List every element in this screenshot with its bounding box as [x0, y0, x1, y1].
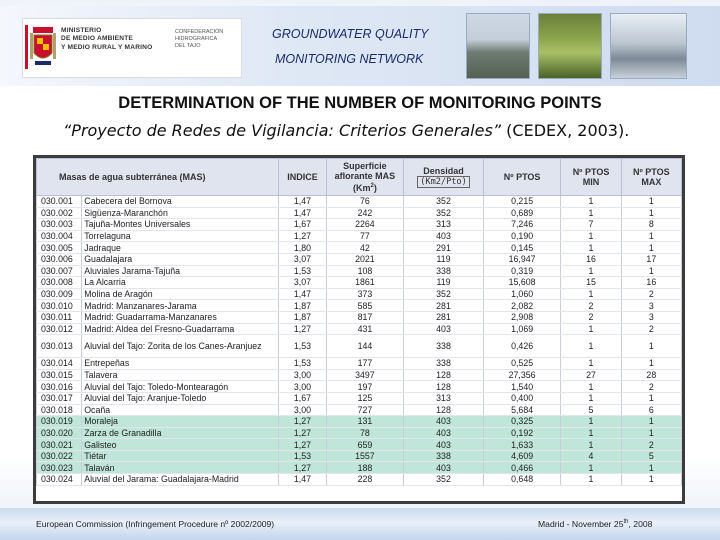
table-row — [37, 230, 682, 242]
densidad-line-1: Densidad — [423, 166, 464, 176]
row-name: Aluvial del Jarama: Guadalajara-Madrid — [82, 474, 279, 486]
row-name: Madrid: Guadarrama-Manzanares — [82, 311, 279, 323]
row-code: 030.022 — [37, 450, 82, 462]
row-name: Sigüenza-Maranchón — [82, 207, 279, 219]
sub-heading-quote: “Proyecto de Redes de Vigilancia: Criterios Generales” — [63, 121, 502, 140]
flag-strip — [25, 25, 28, 69]
row-indice: 1,27 — [279, 323, 326, 335]
row-n-ptos: 1,633 — [483, 439, 561, 451]
row-ptos-min: 7 — [561, 219, 621, 231]
row-code: 030.002 — [37, 207, 82, 219]
row-ptos-min: 1 — [561, 381, 621, 393]
table-row — [37, 381, 682, 393]
row-densidad: 128 — [404, 369, 484, 381]
row-code: 030.001 — [37, 196, 82, 208]
row-code: 030.023 — [37, 462, 82, 474]
col-header-n-ptos: Nº PTOS — [483, 159, 561, 196]
ministry-name — [61, 27, 152, 52]
row-superficie: 817 — [326, 311, 404, 323]
row-ptos-min: 1 — [561, 474, 621, 486]
row-densidad: 119 — [404, 253, 484, 265]
row-superficie: 2021 — [326, 253, 404, 265]
footer-date-ordinal: th — [623, 519, 629, 526]
row-superficie: 125 — [326, 392, 404, 404]
row-ptos-min: 2 — [561, 311, 621, 323]
row-indice: 3,00 — [279, 381, 326, 393]
row-ptos-min: 1 — [561, 265, 621, 277]
table-row — [37, 427, 682, 439]
row-name: Zarza de Granadilla — [82, 427, 279, 439]
row-n-ptos: 2,908 — [483, 311, 561, 323]
row-code: 030.017 — [37, 392, 82, 404]
table-row — [37, 311, 682, 323]
row-n-ptos: 5,684 — [483, 404, 561, 416]
row-superficie: 197 — [326, 381, 404, 393]
row-indice: 1,80 — [279, 242, 326, 254]
row-indice: 1,53 — [279, 335, 326, 358]
row-code: 030.012 — [37, 323, 82, 335]
row-indice: 1,53 — [279, 450, 326, 462]
sub-heading — [63, 121, 629, 140]
table-row — [37, 416, 682, 428]
row-name: Talaván — [82, 462, 279, 474]
ptos-min-line-2: MIN — [582, 177, 600, 187]
ptos-max-line-1: Nº PTOS — [633, 167, 670, 177]
row-ptos-min: 1 — [561, 427, 621, 439]
row-ptos-max: 28 — [621, 369, 681, 381]
row-n-ptos: 27,356 — [483, 369, 561, 381]
row-n-ptos: 0,215 — [483, 196, 561, 208]
row-indice: 1,27 — [279, 427, 326, 439]
table-row — [37, 462, 682, 474]
row-densidad: 352 — [404, 207, 484, 219]
row-name: Jadraque — [82, 242, 279, 254]
row-superficie: 3497 — [326, 369, 404, 381]
ministry-line-1: MINISTERIO — [61, 27, 102, 34]
row-name: Tiétar — [82, 450, 279, 462]
row-ptos-min: 1 — [561, 439, 621, 451]
row-ptos-min: 1 — [561, 358, 621, 370]
row-indice: 1,87 — [279, 311, 326, 323]
row-ptos-min: 1 — [561, 335, 621, 358]
table-row — [37, 253, 682, 265]
table-row — [37, 392, 682, 404]
row-superficie: 177 — [326, 358, 404, 370]
row-indice: 1,27 — [279, 416, 326, 428]
row-name: La Alcarria — [82, 277, 279, 289]
row-code: 030.021 — [37, 439, 82, 451]
row-n-ptos: 2,082 — [483, 300, 561, 312]
footer-date-suffix: , 2008 — [628, 519, 653, 529]
row-superficie: 228 — [326, 474, 404, 486]
row-code: 030.024 — [37, 474, 82, 486]
row-n-ptos: 4,609 — [483, 450, 561, 462]
row-code: 030.006 — [37, 253, 82, 265]
row-ptos-min: 16 — [561, 253, 621, 265]
row-ptos-max: 1 — [621, 392, 681, 404]
table-row — [37, 404, 682, 416]
row-densidad: 119 — [404, 277, 484, 289]
confederation-name — [175, 29, 223, 49]
superficie-line-2: aflorante MAS — [334, 171, 396, 181]
superficie-unit: (Km — [352, 183, 371, 193]
row-name: Cabecera del Bornova — [82, 196, 279, 208]
row-name: Tajuña-Montes Universales — [82, 219, 279, 231]
row-densidad: 352 — [404, 196, 484, 208]
row-n-ptos: 0,190 — [483, 230, 561, 242]
row-superficie: 373 — [326, 288, 404, 300]
row-code: 030.015 — [37, 369, 82, 381]
row-n-ptos: 0,648 — [483, 474, 561, 486]
ptos-min-line-1: Nº PTOS — [572, 167, 610, 177]
confederation-line-1: CONFEDERACIÓN — [175, 29, 224, 35]
row-name: Entrepeñas — [82, 358, 279, 370]
sub-heading-citation: (CEDEX, 2003). — [501, 121, 630, 140]
table-row — [37, 369, 682, 381]
row-n-ptos: 1,069 — [483, 323, 561, 335]
photo-facility — [466, 13, 530, 79]
ptos-max-line-2: MAX — [641, 177, 662, 187]
table-row — [37, 358, 682, 370]
row-n-ptos: 0,525 — [483, 358, 561, 370]
row-densidad: 403 — [404, 439, 484, 451]
row-ptos-max: 2 — [621, 288, 681, 300]
row-ptos-min: 2 — [561, 300, 621, 312]
row-indice: 1,27 — [279, 439, 326, 451]
row-ptos-max: 8 — [621, 219, 681, 231]
photo-laboratory — [610, 13, 687, 79]
row-densidad: 352 — [404, 474, 484, 486]
row-ptos-max: 1 — [621, 462, 681, 474]
row-indice: 1,87 — [279, 300, 326, 312]
row-ptos-max: 1 — [621, 358, 681, 370]
row-indice: 3,00 — [279, 369, 326, 381]
row-superficie: 585 — [326, 300, 404, 312]
row-densidad: 128 — [404, 381, 484, 393]
row-n-ptos: 0,319 — [483, 265, 561, 277]
row-ptos-min: 1 — [561, 462, 621, 474]
row-n-ptos: 0,192 — [483, 427, 561, 439]
row-code: 030.011 — [37, 311, 82, 323]
row-name: Aluviales Jarama-Tajuña — [82, 265, 279, 277]
confederation-line-2: HIDROGRÁFICA — [175, 35, 218, 42]
row-indice: 1,47 — [279, 196, 326, 208]
row-ptos-max: 1 — [621, 207, 681, 219]
row-n-ptos: 0,689 — [483, 207, 561, 219]
row-superficie: 242 — [326, 207, 404, 219]
row-superficie: 659 — [326, 439, 404, 451]
row-ptos-min: 1 — [561, 392, 621, 404]
row-name: Madrid: Manzanares-Jarama — [82, 300, 279, 312]
row-name: Madrid: Aldea del Fresno-Guadarrama — [82, 323, 279, 335]
densidad-line-2: (Km2/Pto) — [417, 176, 470, 188]
table-row — [37, 242, 682, 254]
row-indice: 1,67 — [279, 219, 326, 231]
row-superficie: 76 — [326, 196, 404, 208]
row-ptos-max: 1 — [621, 242, 681, 254]
row-code: 030.016 — [37, 381, 82, 393]
row-superficie: 2264 — [326, 219, 404, 231]
footer-left-text: European Commission (Infringement Procedure nº 2002/2009) — [36, 519, 275, 529]
row-indice: 1,53 — [279, 265, 326, 277]
monitoring-points-table-frame — [33, 155, 685, 504]
row-superficie: 144 — [326, 335, 404, 358]
row-ptos-max: 16 — [621, 277, 681, 289]
row-ptos-min: 1 — [561, 288, 621, 300]
row-n-ptos: 0,400 — [483, 392, 561, 404]
row-densidad: 338 — [404, 265, 484, 277]
row-ptos-min: 27 — [561, 369, 621, 381]
row-name: Aluvial del Tajo: Zorita de los Canes-Aranjuez — [82, 335, 279, 358]
superficie-unit-close: ) — [373, 183, 377, 193]
superficie-line-3 — [329, 181, 402, 193]
row-densidad: 403 — [404, 416, 484, 428]
row-densidad: 403 — [404, 427, 484, 439]
row-n-ptos: 0,325 — [483, 416, 561, 428]
row-indice: 1,53 — [279, 358, 326, 370]
row-name: Guadalajara — [82, 253, 279, 265]
row-n-ptos: 15,608 — [483, 277, 561, 289]
main-heading: DETERMINATION OF THE NUMBER OF MONITORING POINTS — [118, 94, 602, 112]
row-densidad: 281 — [404, 300, 484, 312]
row-ptos-min: 1 — [561, 230, 621, 242]
ministry-line-2: DE MEDIO AMBIENTE — [61, 35, 134, 43]
row-superficie: 108 — [326, 265, 404, 277]
row-superficie: 77 — [326, 230, 404, 242]
row-indice: 3,07 — [279, 277, 326, 289]
network-title-line-1: GROUNDWATER QUALITY — [272, 27, 429, 41]
table-row — [37, 265, 682, 277]
table-row — [37, 219, 682, 231]
row-name: Molina de Aragón — [82, 288, 279, 300]
table-row — [37, 439, 682, 451]
row-densidad: 338 — [404, 335, 484, 358]
row-indice: 1,27 — [279, 230, 326, 242]
row-ptos-max: 2 — [621, 323, 681, 335]
col-header-densidad — [404, 159, 484, 196]
row-name: Moraleja — [82, 416, 279, 428]
row-code: 030.019 — [37, 416, 82, 428]
table-row — [37, 300, 682, 312]
row-ptos-max: 3 — [621, 300, 681, 312]
row-code: 030.005 — [37, 242, 82, 254]
row-indice: 1,47 — [279, 207, 326, 219]
row-ptos-max: 1 — [621, 335, 681, 358]
row-ptos-max: 1 — [621, 474, 681, 486]
row-ptos-max: 1 — [621, 265, 681, 277]
superficie-line-1: Superficie — [343, 161, 387, 171]
col-header-superficie — [326, 159, 404, 196]
col-header-ptos-max — [621, 159, 681, 196]
network-title-line-2: MONITORING NETWORK — [275, 52, 424, 66]
row-superficie: 1861 — [326, 277, 404, 289]
ministry-line-3: Y MEDIO RURAL Y MARINO — [61, 43, 153, 51]
table-row — [37, 288, 682, 300]
row-ptos-max: 1 — [621, 230, 681, 242]
row-densidad: 403 — [404, 462, 484, 474]
row-indice: 1,47 — [279, 288, 326, 300]
row-superficie: 1557 — [326, 450, 404, 462]
row-ptos-min: 5 — [561, 404, 621, 416]
row-ptos-min: 1 — [561, 207, 621, 219]
row-densidad: 281 — [404, 311, 484, 323]
row-n-ptos: 0,426 — [483, 335, 561, 358]
row-ptos-min: 15 — [561, 277, 621, 289]
monitoring-points-table — [36, 158, 682, 486]
row-name: Torrelaguna — [82, 230, 279, 242]
coat-of-arms-icon — [29, 25, 57, 69]
row-superficie: 78 — [326, 427, 404, 439]
row-densidad: 352 — [404, 288, 484, 300]
row-indice: 1,67 — [279, 392, 326, 404]
row-n-ptos: 0,145 — [483, 242, 561, 254]
row-code: 030.014 — [37, 358, 82, 370]
row-name: Aluvial del Tajo: Aranjue-Toledo — [82, 392, 279, 404]
row-ptos-max: 3 — [621, 311, 681, 323]
row-ptos-max: 2 — [621, 381, 681, 393]
table-row — [37, 450, 682, 462]
row-densidad: 313 — [404, 219, 484, 231]
table-header-row — [37, 159, 682, 196]
col-header-ptos-min — [561, 159, 621, 196]
row-ptos-min: 1 — [561, 416, 621, 428]
row-indice: 3,00 — [279, 404, 326, 416]
row-ptos-max: 1 — [621, 196, 681, 208]
row-n-ptos: 1,060 — [483, 288, 561, 300]
superficie-unit-exponent: 2 — [370, 183, 374, 189]
row-superficie: 42 — [326, 242, 404, 254]
row-code: 030.003 — [37, 219, 82, 231]
row-code: 030.004 — [37, 230, 82, 242]
table-body — [37, 196, 682, 486]
col-header-indice: INDICE — [279, 159, 326, 196]
row-ptos-max: 5 — [621, 450, 681, 462]
row-name: Ocaña — [82, 404, 279, 416]
row-ptos-max: 6 — [621, 404, 681, 416]
row-densidad: 338 — [404, 358, 484, 370]
row-densidad: 313 — [404, 392, 484, 404]
row-indice: 1,27 — [279, 462, 326, 474]
row-densidad: 403 — [404, 230, 484, 242]
row-indice: 3,07 — [279, 253, 326, 265]
confederation-line-3: DEL TAJO — [175, 42, 201, 49]
row-ptos-min: 1 — [561, 323, 621, 335]
row-code: 030.010 — [37, 300, 82, 312]
row-ptos-max: 17 — [621, 253, 681, 265]
footer-date-prefix: Madrid - November 25 — [538, 519, 624, 529]
col-header-masa: Masas de agua subterránea (MAS) — [37, 159, 279, 196]
row-code: 030.007 — [37, 265, 82, 277]
row-indice: 1,47 — [279, 474, 326, 486]
row-superficie: 188 — [326, 462, 404, 474]
row-ptos-max: 2 — [621, 439, 681, 451]
row-densidad: 291 — [404, 242, 484, 254]
row-code: 030.018 — [37, 404, 82, 416]
row-n-ptos: 7,246 — [483, 219, 561, 231]
row-name: Galisteo — [82, 439, 279, 451]
row-ptos-min: 1 — [561, 242, 621, 254]
row-n-ptos: 16,947 — [483, 253, 561, 265]
row-superficie: 431 — [326, 323, 404, 335]
footer-right-text — [538, 519, 652, 529]
ministry-logo — [22, 18, 242, 78]
row-name: Talavera — [82, 369, 279, 381]
table-row — [37, 207, 682, 219]
row-ptos-min: 1 — [561, 196, 621, 208]
table-row — [37, 323, 682, 335]
row-code: 030.020 — [37, 427, 82, 439]
row-ptos-max: 1 — [621, 416, 681, 428]
photo-landscape — [538, 13, 602, 79]
row-n-ptos: 0,466 — [483, 462, 561, 474]
row-ptos-min: 4 — [561, 450, 621, 462]
table-row — [37, 474, 682, 486]
row-densidad: 128 — [404, 404, 484, 416]
row-code: 030.009 — [37, 288, 82, 300]
row-superficie: 727 — [326, 404, 404, 416]
row-code: 030.013 — [37, 335, 82, 358]
row-densidad: 338 — [404, 450, 484, 462]
row-superficie: 131 — [326, 416, 404, 428]
row-name: Aluvial del Tajo: Toledo-Montearagón — [82, 381, 279, 393]
row-n-ptos: 1,540 — [483, 381, 561, 393]
table-row — [37, 277, 682, 289]
row-ptos-max: 1 — [621, 427, 681, 439]
row-code: 030.008 — [37, 277, 82, 289]
row-densidad: 403 — [404, 323, 484, 335]
table-row — [37, 196, 682, 208]
table-row — [37, 335, 682, 358]
